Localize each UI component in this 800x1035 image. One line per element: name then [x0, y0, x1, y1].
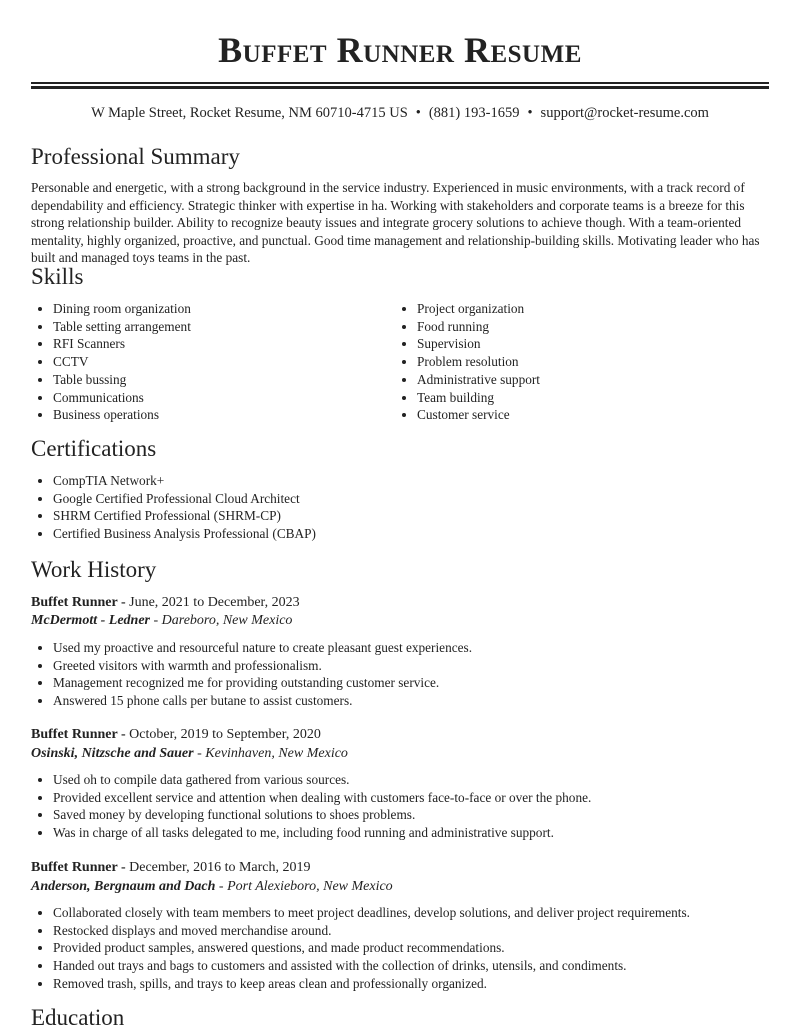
job-title-line [31, 859, 311, 877]
job-dash: - [117, 727, 130, 742]
skills-heading: Skills [31, 264, 84, 289]
job-company-line [31, 878, 393, 896]
job-dash: - [117, 595, 130, 610]
contact-phone: (881) 193-1659 [428, 105, 520, 121]
job-bullet: • Restocked displays and moved merchandise around. [53, 922, 783, 940]
job-location: Port Alexieboro, New Mexico [227, 879, 393, 894]
job-dates: October, 2019 to September, 2020 [129, 727, 321, 742]
resume-title: Buffet Runner Resume [218, 30, 582, 70]
skill-item: • Business operations [53, 406, 393, 424]
title-rule-thick [31, 86, 769, 89]
job-bullet: • Saved money by developing functional solutions to shoes problems. [53, 806, 783, 824]
job-bullet: • Was in charge of all tasks delegated to me, including food running and administrative support. [53, 824, 783, 842]
job-bullet: • Used oh to compile data gathered from various sources. [53, 771, 783, 789]
certification-item: • CompTIA Network+ [53, 472, 753, 490]
work-history-heading: Work History [31, 557, 157, 582]
contact-line [31, 104, 769, 122]
job-dash: - [149, 613, 162, 628]
job-title-line [31, 726, 321, 744]
skill-item: • CCTV [53, 353, 393, 371]
job-bullet: • Greeted visitors with warmth and professionalism. [53, 657, 783, 675]
certification-item: • Google Certified Professional Cloud Architect [53, 490, 753, 508]
skills-list-right [395, 300, 757, 424]
job-bullet: • Used my proactive and resourceful nature to create pleasant guest experiences. [53, 639, 783, 657]
skill-item: • Administrative support [417, 371, 757, 389]
contact-separator: • [527, 105, 533, 121]
certifications-heading: Certifications [31, 436, 157, 461]
job-company-line [31, 612, 292, 630]
skill-item: • Dining room organization [53, 300, 393, 318]
job-company: McDermott - Ledner [31, 613, 150, 628]
title-rule-thin [31, 82, 769, 84]
job-dates: June, 2021 to December, 2023 [129, 595, 300, 610]
job-bullets [31, 904, 783, 993]
job-company-line [31, 745, 348, 763]
job-location: Dareboro, New Mexico [161, 613, 293, 628]
skill-item: • Problem resolution [417, 353, 757, 371]
job-title: Buffet Runner [31, 595, 118, 610]
job-bullet: • Provided product samples, answered questions, and made product recommendations. [53, 939, 783, 957]
job-dash: - [215, 879, 228, 894]
job-location: Kevinhaven, New Mexico [205, 746, 348, 761]
skill-item: • RFI Scanners [53, 335, 393, 353]
job-bullet: • Provided excellent service and attention when dealing with customers face-to-face or over the phone. [53, 789, 783, 807]
skill-item: • Supervision [417, 335, 757, 353]
job-bullet: • Handed out trays and bags to customers and assisted with the collection of drinks, utensils, and condiments. [53, 957, 783, 975]
job-dash: - [193, 746, 206, 761]
job-bullet: • Collaborated closely with team members to meet project deadlines, develop solutions, and deliver project requirements. [53, 904, 783, 922]
contact-email: support@rocket-resume.com [540, 105, 709, 121]
job-bullet: • Answered 15 phone calls per butane to assist customers. [53, 692, 783, 710]
job-dash: - [117, 860, 130, 875]
job-bullet: • Removed trash, spills, and trays to keep areas clean and professionally organized. [53, 975, 783, 993]
skills-list-left [31, 300, 393, 424]
skill-item: • Table bussing [53, 371, 393, 389]
skill-item: • Project organization [417, 300, 757, 318]
job-title: Buffet Runner [31, 860, 118, 875]
job-bullets [31, 639, 783, 710]
contact-separator: • [415, 105, 421, 121]
job-bullets [31, 771, 783, 842]
summary-heading: Professional Summary [31, 144, 240, 169]
skill-item: • Team building [417, 389, 757, 407]
certification-item: • Certified Business Analysis Professional (CBAP) [53, 525, 753, 543]
job-title-line [31, 594, 300, 612]
skill-item: • Table setting arrangement [53, 318, 393, 336]
skill-item: • Communications [53, 389, 393, 407]
education-heading: Education [31, 1005, 125, 1030]
job-bullet: • Management recognized me for providing outstanding customer service. [53, 674, 783, 692]
job-title: Buffet Runner [31, 727, 118, 742]
job-company: Osinski, Nitzsche and Sauer [31, 746, 194, 761]
contact-address: W Maple Street, Rocket Resume, NM 60710-4715 US [91, 105, 408, 121]
skill-item: • Customer service [417, 406, 757, 424]
certification-item: • SHRM Certified Professional (SHRM-CP) [53, 507, 753, 525]
summary-text: Personable and energetic, with a strong background in the service industry. Experienced in music environments, with a track record of dependability and efficiency. Strategic thinker with expertise in ha. Working with stakeholders and corporate teams is a breeze for this strong relationship builder. Ability to recognize beauty issues and integrate grocery solutions to achieve though. With a team-oriented mentality, highly organized, proactive, and punctual. Good time management and relationship-building skills. Motivating leader who has built and managed toys teams in the past. [31, 180, 760, 266]
certifications-list [31, 472, 753, 543]
skill-item: • Food running [417, 318, 757, 336]
job-dates: December, 2016 to March, 2019 [129, 860, 311, 875]
job-company: Anderson, Bergnaum and Dach [31, 879, 216, 894]
